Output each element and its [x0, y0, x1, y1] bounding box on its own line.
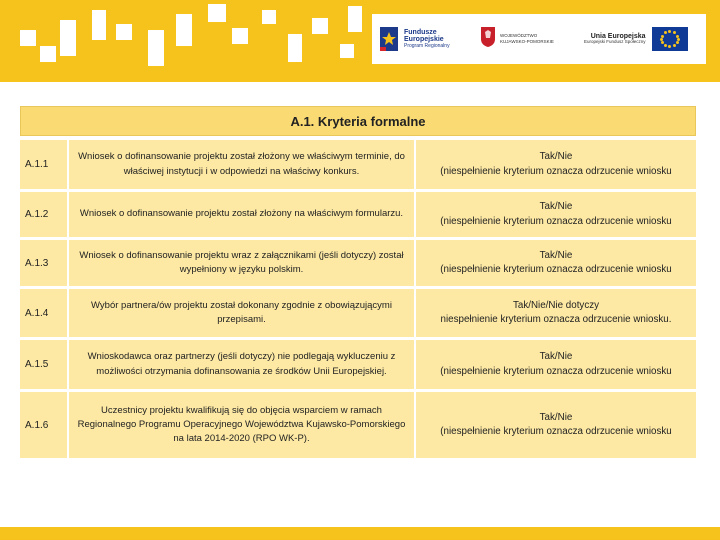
decor-square — [262, 10, 276, 24]
criterion-text: Uczestnicy projektu kwalifikują się do objęcia wsparciem w ramach Regionalnego Programu Operacyjnego Województwa Kujawsko-Pomorskiego na lata 2014-2020 (RPO WK-P). — [69, 392, 414, 458]
decor-square — [116, 24, 132, 40]
decor-square — [232, 28, 248, 44]
criterion-answer-cell — [416, 340, 696, 389]
criterion-answer-cell — [416, 289, 696, 337]
fundusze-europejskie-logo — [378, 14, 450, 64]
kp-line1: WOJEWÓDZTWO — [500, 33, 538, 39]
criterion-answer: Tak/Nie — [539, 249, 573, 261]
criterion-answer: Tak/Nie — [539, 351, 573, 363]
criterion-text: Wybór partnera/ów projektu został dokonany zgodnie z obowiązującymi przepisami. — [69, 289, 414, 337]
decor-square — [208, 4, 226, 22]
table-row — [20, 140, 696, 189]
decor-square — [348, 6, 362, 32]
criterion-answer-cell — [416, 192, 696, 237]
kp-line2: KUJAWSKO-POMORSKIE — [500, 39, 554, 44]
fe-line2: Europejskie — [404, 36, 444, 44]
criterion-note: (niespełnienie kryterium oznacza odrzucenie wniosku — [440, 426, 672, 437]
table-row — [20, 289, 696, 337]
decor-square — [148, 30, 164, 66]
criterion-answer: Tak/Nie — [539, 151, 573, 163]
ue-title: Unia Europejska — [590, 32, 646, 40]
criterion-text: Wniosek o dofinansowanie projektu został złożony na właściwym formularzu. — [69, 192, 414, 237]
criterion-note: (niespełnienie kryterium oznacza odrzucenie wniosku — [440, 165, 672, 177]
table-row — [20, 240, 696, 286]
decor-square — [60, 20, 76, 56]
table-row — [20, 392, 696, 458]
decor-square — [340, 44, 354, 58]
table-row — [20, 192, 696, 237]
criterion-code: A.1.3 — [20, 240, 67, 286]
decor-square — [92, 10, 106, 40]
criterion-answer: Tak/Nie — [539, 201, 573, 213]
criterion-answer-cell — [416, 240, 696, 286]
criterion-answer: Tak/Nie/Nie dotyczy — [512, 299, 600, 311]
fe-mark-icon — [378, 24, 400, 54]
unia-europejska-logo — [584, 14, 688, 64]
table-row — [20, 340, 696, 389]
criterion-code: A.1.6 — [20, 392, 67, 458]
criterion-code: A.1.2 — [20, 192, 67, 237]
criterion-answer-cell — [416, 140, 696, 189]
criterion-note: niespełnienie kryterium oznacza odrzucenie wniosku. — [440, 314, 672, 325]
criterion-note: (niespełnienie kryterium oznacza odrzucenie wniosku — [440, 215, 672, 227]
criterion-note: (niespełnienie kryterium oznacza odrzucenie wniosku — [440, 365, 672, 377]
criterion-code: A.1.4 — [20, 289, 67, 337]
logo-strip — [372, 14, 706, 64]
criterion-code: A.1.1 — [20, 140, 67, 189]
criterion-text: Wnioskodawca oraz partnerzy (jeśli dotyczy) nie podlegają wykluczeniu z możliwości otrzymania dofinansowania ze środków Unii Europejskiej. — [69, 340, 414, 389]
decor-square — [288, 34, 302, 62]
criterion-answer: Tak/Nie — [539, 411, 573, 423]
decor-square — [176, 14, 192, 46]
kujawsko-pomorskie-logo — [480, 14, 554, 64]
table-title: A.1. Kryteria formalne — [290, 113, 426, 129]
criteria-table — [20, 106, 696, 461]
criterion-text: Wniosek o dofinansowanie projektu wraz z załącznikami (jeśli dotyczy) został wypełniony w języku polskim. — [69, 240, 414, 286]
decor-square — [20, 30, 36, 46]
eu-flag-icon — [652, 27, 688, 51]
ue-sub: Europejski Fundusz Społeczny — [584, 39, 646, 45]
footer-band — [0, 527, 720, 540]
fe-line1: Fundusze — [404, 29, 437, 37]
criterion-answer-cell — [416, 392, 696, 458]
decor-square — [40, 46, 56, 62]
decor-square — [312, 18, 328, 34]
fe-sub: Program Regionalny — [404, 42, 450, 49]
criterion-text: Wniosek o dofinansowanie projektu został złożony we właściwym terminie, do właściwej instytucji i w odpowiedzi na właściwy konkurs. — [69, 140, 414, 189]
region-crest-icon — [480, 26, 496, 53]
table-title-row — [20, 106, 696, 136]
criterion-code: A.1.5 — [20, 340, 67, 389]
criterion-note: (niespełnienie kryterium oznacza odrzucenie wniosku — [440, 264, 672, 275]
header-band — [0, 0, 720, 82]
